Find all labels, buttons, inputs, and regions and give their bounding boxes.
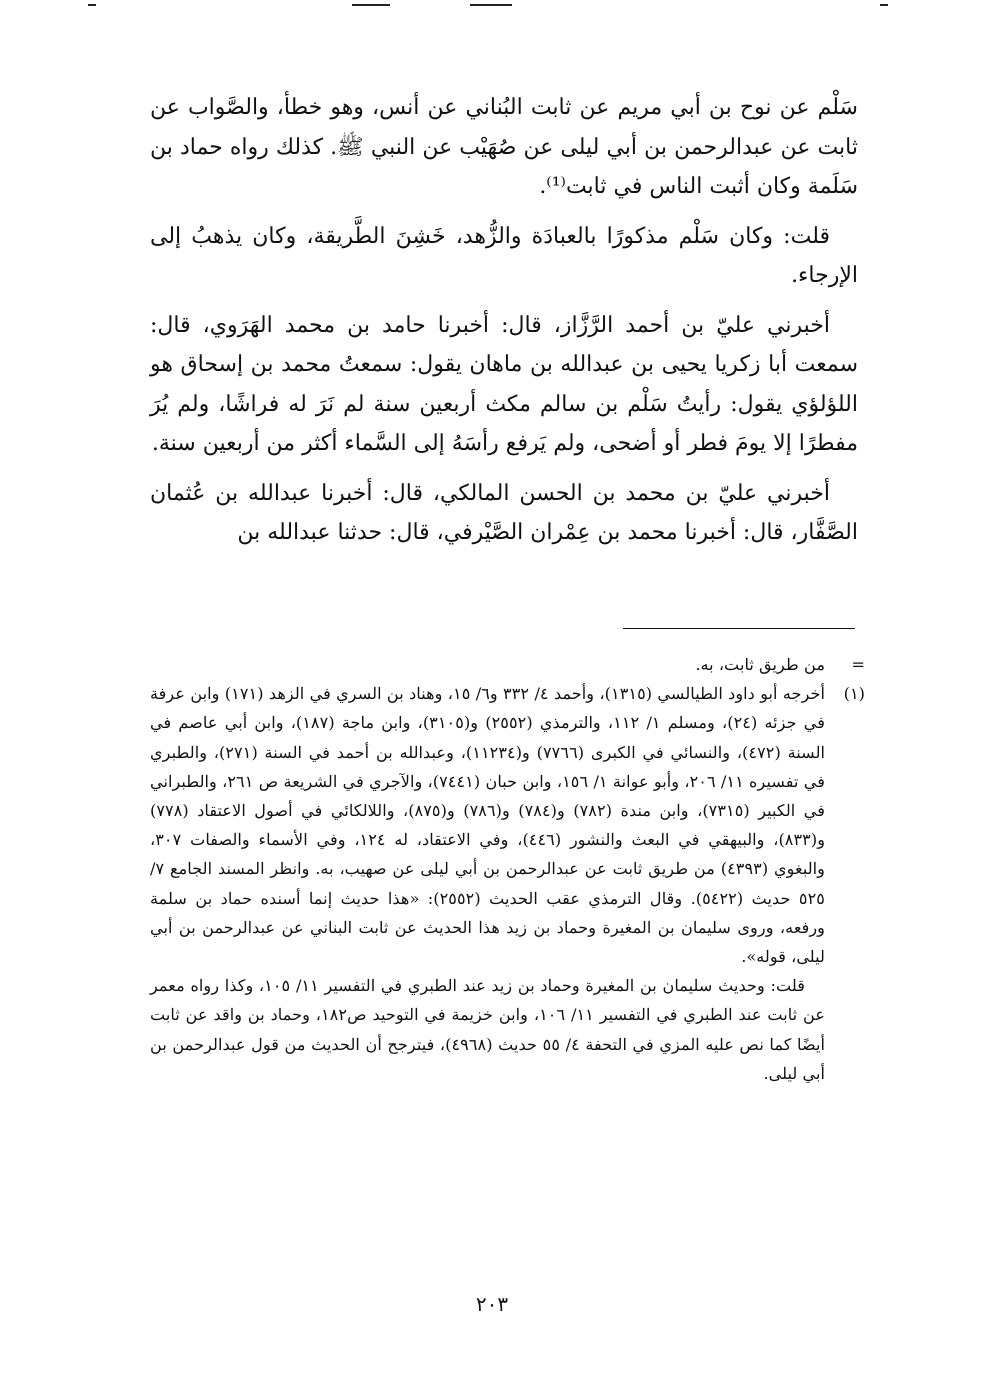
page-number: ٢٠٣ — [475, 1292, 509, 1316]
paragraph-1: سَلْم عن نوح بن أبي مريم عن ثابت البُناني عن أنس، وهو خطأ، والصَّواب عن ثابت عن عبدالرحمن بن أبي ليلى عن صُهَيْب عن النبي ﷺ. كذلك رواه حماد بن سَلَمة وكان أثبت الناس في ثابت⁽¹⁾. — [150, 95, 858, 199]
paragraph-3: أخبرني عليّ بن أحمد الرَّزَّاز، قال: أخبرنا حامد بن محمد الهَرَوي، قال: سمعت أبا زكريا يحيى بن عبدالله بن ماهان يقول: سمعتُ محمد بن إسحاق هو اللؤلؤي يقول: رأيتُ سَلْم بن سالم مكث أربعين سنة لم نَرَ له فراشًا، ولم يُرَ مفطرًا إلا يومَ فطر أو أضحى، ولم يَرفع رأسَهُ إلى السَّماء أكثر من أربعين سنة. — [150, 312, 858, 456]
paragraph-2: قلت: وكان سَلْم مذكورًا بالعبادَة والزُّهد، خَشِنَ الطَّريقة، وكان يذهبُ إلى الإرجاء. — [150, 223, 858, 288]
footnotes — [150, 650, 865, 1088]
footnote-1 — [150, 679, 865, 971]
paragraph-4: أخبرني عليّ بن محمد بن الحسن المالكي، قال: أخبرنا عبدالله بن عُثمان الصَّفَّار، قال: أخبرنا محمد بن عِمْران الصَّيْرفي، قال: حدثنا عبدالله بن — [150, 480, 858, 545]
footnote-continuation-marker: = — [851, 655, 865, 674]
footnote-1-extra-text: قلت: وحديث سليمان بن المغيرة وحماد بن زيد عند الطبري في التفسير ١١/ ١٠٥، وكذا رواه معمر عن ثابت عند الطبري في التفسير ١١/ ١٠٦، وابن خزيمة في التوحيد ص١٨٢، وحماد بن واقد عن ثابت أيضًا كما نص عليه المزي في التحفة ٤/ ٥٥ حديث (٤٩٦٨)، فيترجح أن الحديث من قول عبدالرحمن بن أبي ليلى. — [150, 976, 825, 1083]
scan-artifact — [880, 4, 888, 6]
footnote-1-text: أخرجه أبو داود الطيالسي (١٣١٥)، وأحمد ٤/ ٣٣٢ و٦/ ١٥، وهناد بن السري في الزهد (١٧١) وابن عرفة في جزئه (٢٤)، ومسلم ١/ ١١٢، والترمذي (٢٥٥٢) و(٣١٠٥)، وابن ماجة (١٨٧)، وابن أبي عاصم في السنة (٤٧٢)، والنسائي في الكبرى (٧٧٦٦) و(١١٢٣٤)، وعبدالله بن أحمد في السنة (٢٧١)، والطبري في تفسيره ١١/ ٢٠٦، وأبو عوانة ١/ ١٥٦، وابن حبان (٧٤٤١)، والآجري في الشريعة ص ٢٦١، والطبراني في الكبير (٧٣١٥)، وابن مندة (٧٨٢) و(٧٨٤) و(٧٨٦) و(٨٧٥)، واللالكائي في أصول الاعتقاد (٧٧٨) و(٨٣٣)، والبيهقي في البعث والنشور (٤٤٦)، وفي الاعتقاد، له ١٢٤، وفي الأسماء والصفات ٣٠٧، والبغوي (٤٣٩٣) من طريق ثابت عن عبدالرحمن بن أبي ليلى عن صهيب، به. وانظر المسند الجامع ٧/ ٥٢٥ حديث (٥٤٢٢). وقال الترمذي عقب الحديث (٢٥٥٢): «هذا حديث إنما أسنده حماد بن سلمة ورفعه، وروى سليمان بن المغيرة وحماد بن زيد هذا الحديث عن ثابت البناني عن عبدالرحمن بن أبي ليلى، قوله». — [150, 684, 826, 967]
main-text — [150, 88, 858, 553]
footnote-continuation-text: من طريق ثابت، به. — [695, 655, 825, 674]
footnote-separator — [623, 628, 855, 629]
footnote-1-extra — [150, 971, 865, 1088]
scan-artifact — [470, 4, 512, 6]
scan-artifact — [352, 4, 390, 6]
footnote-continuation — [150, 650, 865, 679]
footnote-1-marker: (١) — [843, 684, 865, 704]
scan-artifact — [88, 4, 96, 6]
